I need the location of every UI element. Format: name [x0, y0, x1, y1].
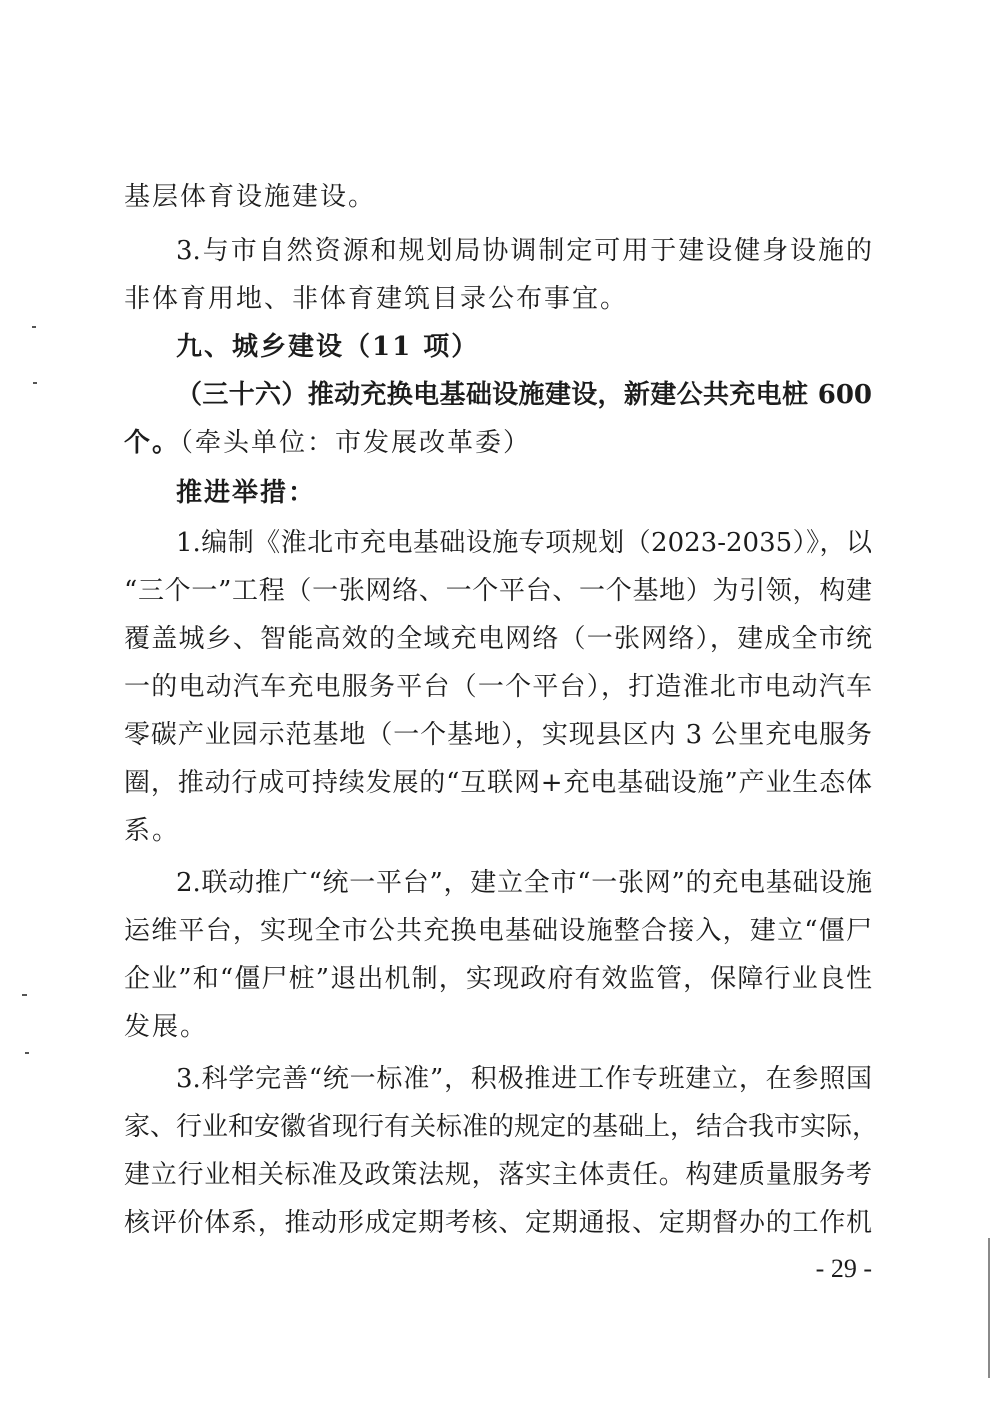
body-text-line: 建立行业相关标准及政策法规，落实主体责任。构建质量服务考	[124, 1160, 872, 1190]
scan-speck	[32, 326, 36, 328]
measures-label: 推进举措：	[176, 478, 317, 508]
section-heading: 九、城乡建设（11 项）	[176, 332, 480, 362]
body-text-line: 零碳产业园示范基地（一个基地），实现县区内 3 公里充电服务	[124, 720, 872, 750]
body-text-line: 系。	[124, 816, 181, 846]
body-text-line: 一的电动汽车充电服务平台（一个平台），打造淮北市电动汽车	[124, 672, 872, 702]
body-text-line: 非体育用地、非体育建筑目录公布事宜。	[124, 284, 629, 314]
scan-speck	[25, 1052, 29, 1054]
scan-speck	[33, 382, 37, 384]
lead-unit: （牵头单位：市发展改革委）	[180, 428, 532, 458]
body-text-line: 3.与市自然资源和规划局协调制定可用于建设健身设施的	[176, 236, 872, 266]
task-title: （三十六）推动充换电基础设施建设，新建公共充电桩 600	[176, 380, 872, 410]
body-text-line: 运维平台，实现全市公共充换电基础设施整合接入，建立“僵尸	[124, 916, 872, 946]
body-text-line: 发展。	[124, 1012, 209, 1042]
task-title-end: 个。	[124, 428, 181, 458]
body-text-line: 1.编制《淮北市充电基础设施专项规划（2023-2035）》，以	[176, 528, 872, 558]
body-text-line: 核评价体系，推动形成定期考核、定期通报、定期督办的工作机	[124, 1208, 872, 1238]
body-text-line: “三个一”工程（一张网络、一个平台、一个基地）为引领，构建	[124, 576, 872, 606]
body-text-line: 企业”和“僵尸桩”退出机制，实现政府有效监管，保障行业良性	[124, 964, 872, 994]
scan-edge-line	[988, 1238, 990, 1378]
scan-speck	[22, 994, 27, 996]
body-text-line: 2.联动推广“统一平台”，建立全市“一张网”的充电基础设施	[176, 868, 872, 898]
body-text-line: 基层体育设施建设。	[124, 182, 377, 212]
body-text-line: 覆盖城乡、智能高效的全域充电网络（一张网络），建成全市统	[124, 624, 872, 654]
body-text-line: 圈，推动行成可持续发展的“互联网+充电基础设施”产业生态体	[124, 768, 872, 798]
page-number: - 29 -	[815, 1254, 872, 1283]
body-text-line: 3.科学完善“统一标准”，积极推进工作专班建立，在参照国	[176, 1064, 872, 1094]
body-text-line: 家、行业和安徽省现行有关标准的规定的基础上，结合我市实际，	[124, 1112, 879, 1142]
task-title-continuation	[124, 428, 872, 458]
